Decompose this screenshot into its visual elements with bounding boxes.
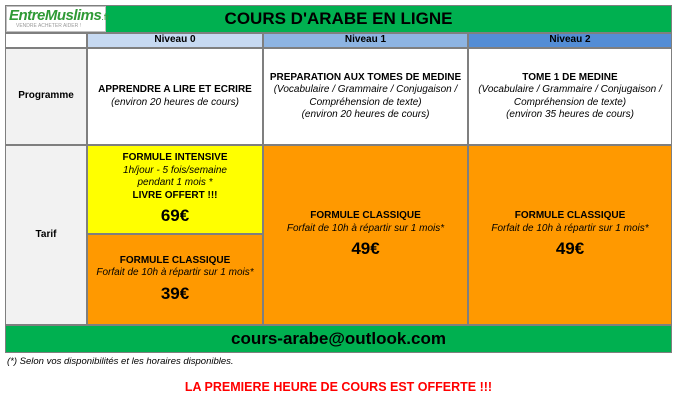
formule-desc: Forfait de 10h à répartir sur 1 mois* — [96, 267, 254, 278]
logo-text: EntreMuslims — [9, 7, 102, 24]
programme-title: APPRENDRE A LIRE ET ECRIRE — [98, 84, 252, 95]
logo-tagline: VENDRE ACHETER AIDER ! — [16, 23, 82, 29]
programme-niveau-1 — [263, 48, 468, 145]
level-header-1 — [263, 33, 468, 48]
formule-title: FORMULE CLASSIQUE — [119, 254, 231, 266]
formule-title: FORMULE CLASSIQUE — [514, 210, 626, 221]
offer-banner: LA PREMIERE HEURE DE COURS EST OFFERTE !!! — [184, 380, 493, 394]
footnote: (*) Selon vos disponibilités et les horaires disponibles. — [7, 356, 234, 367]
formule-line: 1h/jour - 5 fois/semaine — [123, 164, 227, 176]
programme-title: TOME 1 DE MEDINE — [522, 71, 618, 83]
programme-line: Compréhension de texte) — [513, 96, 627, 108]
formule-line: pendant 1 mois * — [137, 177, 213, 188]
row-label-tarif: Tarif — [5, 145, 87, 325]
formule-intensive — [87, 145, 263, 234]
programme-duration: (environ 20 heures de cours) — [301, 109, 430, 120]
level-label: Niveau 0 — [154, 34, 196, 46]
formule-bonus: LIVRE OFFERT !!! — [132, 189, 218, 201]
programme-niveau-2 — [468, 48, 672, 145]
formule-title: FORMULE CLASSIQUE — [310, 210, 421, 221]
programme-line: (Vocabulaire / Grammaire / Conjugaison / — [273, 84, 458, 95]
programme-line: (Vocabulaire / Grammaire / Conjugaison / — [478, 84, 662, 95]
contact-email[interactable]: cours-arabe@outlook.com — [231, 329, 446, 348]
programme-duration: (environ 20 heures de cours) — [111, 96, 239, 108]
level-label: Niveau 1 — [344, 34, 387, 46]
page-title: COURS D'ARABE EN LIGNE — [224, 9, 453, 28]
row-label-programme: Programme — [5, 48, 87, 145]
level-label: Niveau 2 — [549, 34, 591, 46]
email-bar — [5, 325, 672, 353]
formule-title: FORMULE INTENSIVE — [122, 152, 228, 163]
formule-price: 49€ — [351, 239, 380, 258]
programme-niveau-0 — [87, 48, 263, 145]
formule-classique-n1 — [263, 145, 468, 325]
logo — [6, 6, 110, 32]
formule-price: 39€ — [160, 283, 190, 303]
formule-classique-n0 — [87, 234, 263, 325]
formule-desc: Forfait de 10h à répartir sur 1 mois* — [286, 222, 445, 234]
programme-line: Compréhension de texte) — [309, 96, 422, 108]
logo-suffix: .fr — [101, 12, 110, 22]
corner-cell — [5, 33, 87, 48]
formule-price: 49€ — [555, 239, 585, 258]
level-header-2 — [468, 33, 672, 48]
level-header-0 — [87, 33, 263, 48]
formule-price: 69€ — [160, 206, 190, 225]
formule-desc: Forfait de 10h à répartir sur 1 mois* — [491, 222, 649, 234]
programme-duration: (environ 35 heures de cours) — [506, 109, 634, 120]
formule-classique-n2 — [468, 145, 672, 325]
programme-title: PREPARATION AUX TOMES DE MEDINE — [269, 71, 462, 83]
